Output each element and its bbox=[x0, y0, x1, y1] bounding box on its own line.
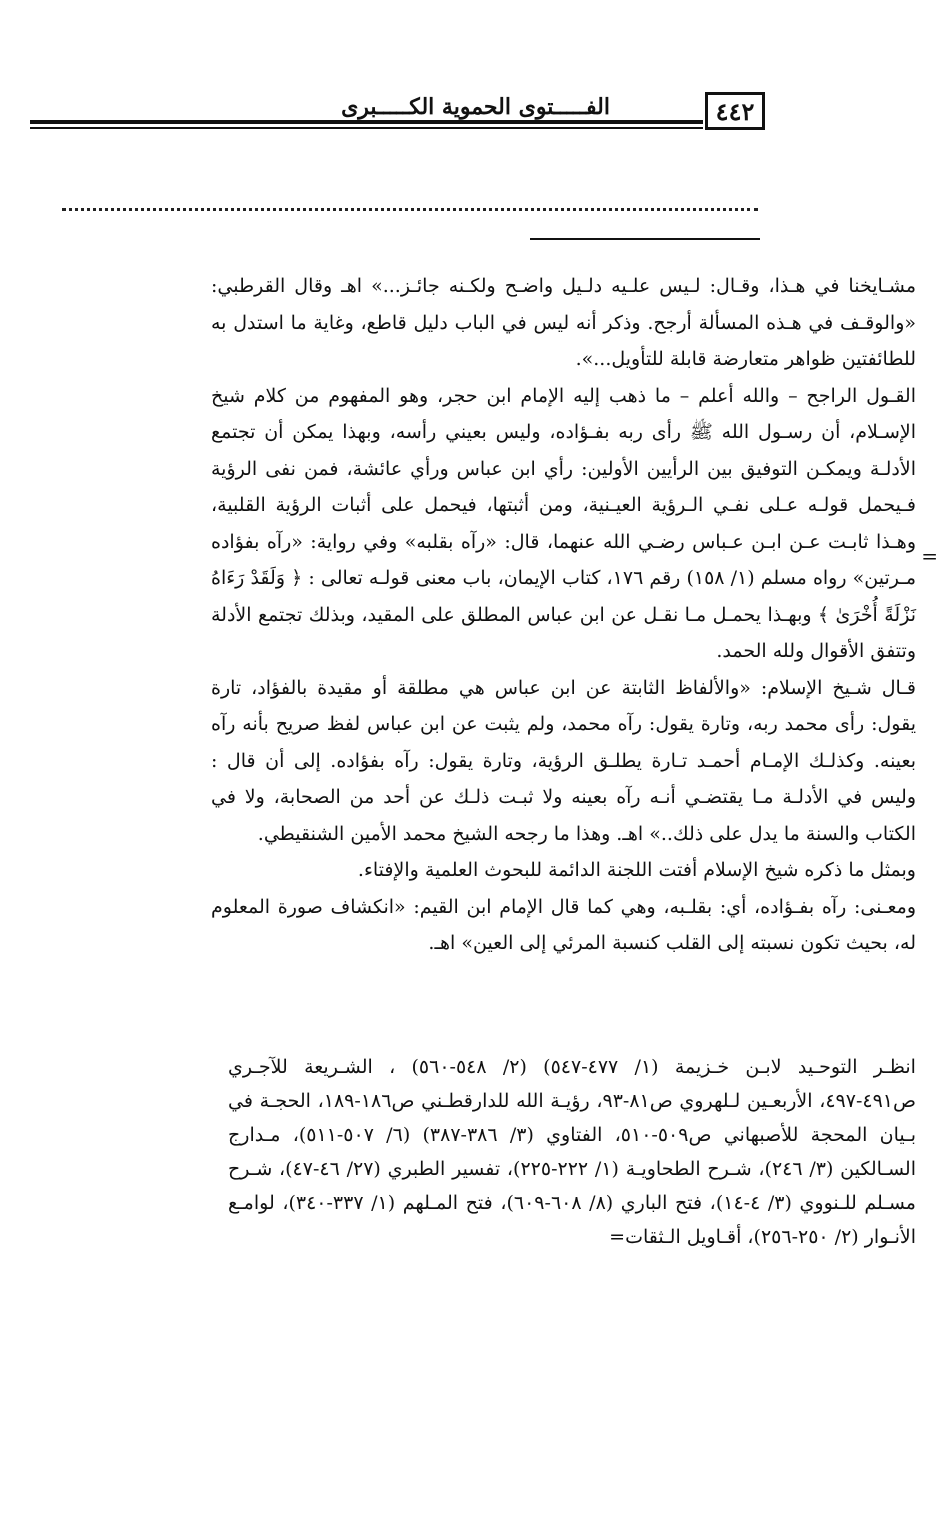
references-block bbox=[228, 1050, 916, 1254]
dotted-separator bbox=[62, 208, 758, 211]
page-header bbox=[20, 92, 765, 134]
paragraph: وبمثل ما ذكره شيخ الإسلام أفتت اللجنة الدائمة للبحوث العلمية والإفتاء. bbox=[357, 859, 916, 881]
running-title: الفـــــتوى الحموية الكـــــبرى bbox=[341, 94, 610, 120]
paragraph: مشـايخنا في هـذا، وقـال: لـيس علـيه دلـيل واضـح ولكـنه جائـز...» اهـ وقال القرطبي: «والوقـف في هـذه المسألة أرجح. وذكر أنه ليس في الباب دليل قاطع، وغاية ما استدل به للطائفتين ظواهر متعارضة قابلة للتأويل...». bbox=[211, 275, 916, 370]
references-text: انظـر التوحـيد لابـن خـزيمة (١/ ٤٧٧-٥٤٧) (٢/ ٥٤٨-٥٦٠) ، الشـريعة للآجـري ص٤٩١-٤٩٧، الأربعـين لـلهروي ص٨١-٩٣، رؤيـة الله للدارقطـني ص١٨٦-١٨٩، الحجـة في بـيان المحجة للأصبهاني ص٥٠٩-٥١٠، الفتاوي (٣/ ٣٨٦-٣٨٧) (٦/ ٥٠٧-٥١١)، مـدارج السـالكين (٣/ ٢٤٦)، شـرح الطحاويـة (١/ ٢٢٢-٢٢٥)، تفسير الطبري (٢٧/ ٤٦-٤٧)، شـرح مسـلم للـنووي (٣/ ٤-١٤)، فتح الباري (٨/ ٦٠٨-٦٠٩)، فتح المـلهم (١/ ٣٣٧-٣٤٠)، لوامـع الأنـوار (٢/ ٢٥٠-٢٥٦)، أقـاويل الـثقات= bbox=[228, 1056, 916, 1248]
main-text bbox=[211, 268, 938, 962]
continuation-marker: = bbox=[921, 544, 938, 568]
header-rule-thin bbox=[30, 127, 703, 129]
paragraph: قـال شـيخ الإسلام: «والألفاظ الثابتة عن ابن عباس هي مطلقة أو مقيدة بالفؤاد، تارة يقول: رأى محمد ربه، وتارة يقول: رآه محمد، ولم يثبت عن ابن عباس لفظ صريح بأنه رآه بعينه. وكذلـك الإمـام أحمـد تـارة يطلـق الرؤية، وتارة يقول: رآه بفؤاده. إلى أن قال : وليس في الأدلـة مـا يقتضـي أنـه رآه بعينه ولا ثبـت ذلـك عن أحد من الصحابة، ولا في الكتاب والسنة ما يدل على ذلك..» اهـ. وهذا ما رجحه الشيخ محمد الأمين الشنقيطي. bbox=[211, 676, 916, 845]
footnote-rule bbox=[530, 238, 760, 240]
header-rule-thick bbox=[30, 120, 703, 124]
paragraph: القـول الراجح – والله أعلم – ما ذهب إليه الإمام ابن حجر، وهو المفهوم من كلام شيخ الإسـلام، أن رسـول الله ﷺ رأى ربه بفـؤاده، وليس بعيني رأسه، وبهذا يمكن أن تجتمع الأدلـة ويمكـن التوفيق بين الرأيين الأولين: رأي ابن عباس ورأي عائشة، فمن نفى الرؤية فـيحمل قولـه عـلى نفـي الـرؤية العيـنية، ومن أثبتها، فيحمل على أثبات الرؤية القلبية، وهـذا ثابـت عـن ابـن عـباس رضـي الله عنهما، قال: «رآه بقلبه» وفي رواية: «رآه بفؤاده مـرتين» رواه مسلم (١/ ١٥٨) رقم ١٧٦، كتاب الإيمان، باب معنى قولـه تعالى : ﴿ وَلَقَدْ رَءَاهُ نَزْلَةً أُخْرَىٰ ﴾ وبهـذا يحمـل مـا نقـل عن ابن عباس المطلق على المقيد، وبذلك تجتمع الأدلة وتتفق الأقوال ولله الحمد. bbox=[211, 384, 916, 662]
page-number: ٤٤٢ bbox=[705, 92, 765, 130]
paragraph: ومعـنى: رآه بفـؤاده، أي: بقلـبه، وهي كما قال الإمام ابن القيم: «انكشاف صورة المعلوم له، بحيث تكون نسبته إلى القلب كنسبة المرئي إلى العين» اهـ. bbox=[211, 895, 916, 954]
